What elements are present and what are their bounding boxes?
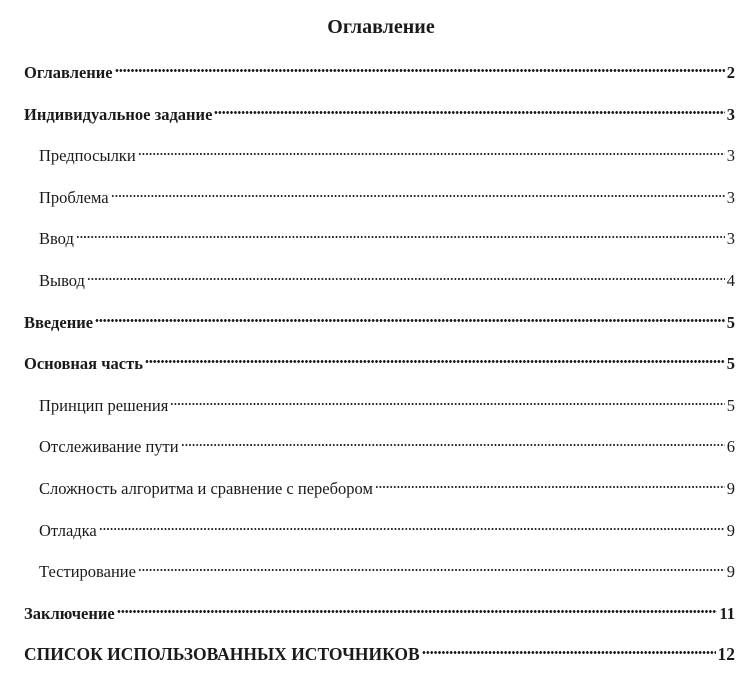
toc-entry-text: Оглавление (24, 63, 113, 82)
toc-entry[interactable] (0, 135, 747, 165)
toc-entry-text: Предпосылки (39, 146, 136, 165)
toc-dot-leader (111, 177, 725, 203)
toc-title: Оглавление (327, 16, 435, 38)
toc-dot-leader (87, 260, 725, 286)
toc-page-number: 5 (726, 313, 735, 332)
toc-dot-leader (117, 593, 718, 619)
toc-entry[interactable] (0, 468, 747, 498)
toc-page-number: 3 (726, 105, 735, 124)
toc-entry[interactable] (0, 343, 747, 373)
toc-dot-leader (76, 218, 725, 244)
toc-entry-text: Основная часть (24, 354, 143, 373)
toc-page-number: 9 (726, 521, 735, 540)
toc-entry[interactable] (0, 302, 747, 332)
toc-entry[interactable] (0, 634, 747, 664)
toc-page-number: 11 (719, 604, 735, 623)
toc-dot-leader (99, 510, 725, 536)
toc-page-number: 9 (726, 479, 735, 498)
toc-entry-text: Ввод (39, 229, 74, 248)
toc-page-number: 6 (726, 437, 735, 456)
toc-entry-text: Проблема (39, 188, 109, 207)
toc-entry-text: Заключение (24, 604, 115, 623)
toc-page-number: 3 (726, 229, 735, 248)
toc-entry[interactable] (0, 593, 747, 623)
toc-dot-leader (170, 385, 724, 411)
toc-entry-text: Принцип решения (39, 396, 169, 415)
toc-page-number: 5 (726, 396, 735, 415)
toc-entry-text: Введение (24, 313, 94, 332)
toc-page-number: 4 (726, 271, 735, 290)
toc-page-number: 12 (717, 644, 735, 664)
toc-entry-text: Вывод (39, 271, 85, 290)
toc-entry[interactable] (0, 510, 747, 540)
toc-entry-text: Сложность алгоритма и сравнение с перебором (39, 479, 373, 498)
toc-dot-leader (115, 52, 725, 78)
toc-entry-text: Тестирование (39, 562, 136, 581)
toc-entry[interactable] (0, 385, 747, 415)
toc-dot-leader (138, 135, 725, 161)
toc-page-number: 3 (726, 146, 735, 165)
toc-entry-text: Отслеживание пути (39, 437, 179, 456)
toc-page-number: 5 (726, 354, 735, 373)
toc-dot-leader (145, 343, 725, 369)
toc-page-number: 3 (726, 188, 735, 207)
toc-entry-text: СПИСОК ИСПОЛЬЗОВАННЫХ ИСТОЧНИКОВ (24, 644, 420, 664)
toc-entry-text: Отладка (39, 521, 97, 540)
toc-dot-leader (375, 468, 725, 494)
toc-page-number: 9 (726, 562, 735, 581)
toc-entry[interactable] (0, 52, 747, 82)
toc-entry[interactable] (0, 551, 747, 581)
toc-entry[interactable] (0, 177, 747, 207)
toc-dot-leader (214, 94, 724, 120)
toc-entry-text: Индивидуальное задание (24, 105, 213, 124)
toc-entry[interactable] (0, 218, 747, 248)
toc-entry[interactable] (0, 426, 747, 456)
toc-entry[interactable] (0, 94, 747, 124)
toc-dot-leader (422, 634, 716, 660)
toc-page-number: 2 (726, 63, 735, 82)
toc-entry[interactable] (0, 260, 747, 290)
toc-dot-leader (95, 302, 725, 328)
toc-dot-leader (138, 551, 725, 577)
toc-dot-leader (181, 426, 725, 452)
